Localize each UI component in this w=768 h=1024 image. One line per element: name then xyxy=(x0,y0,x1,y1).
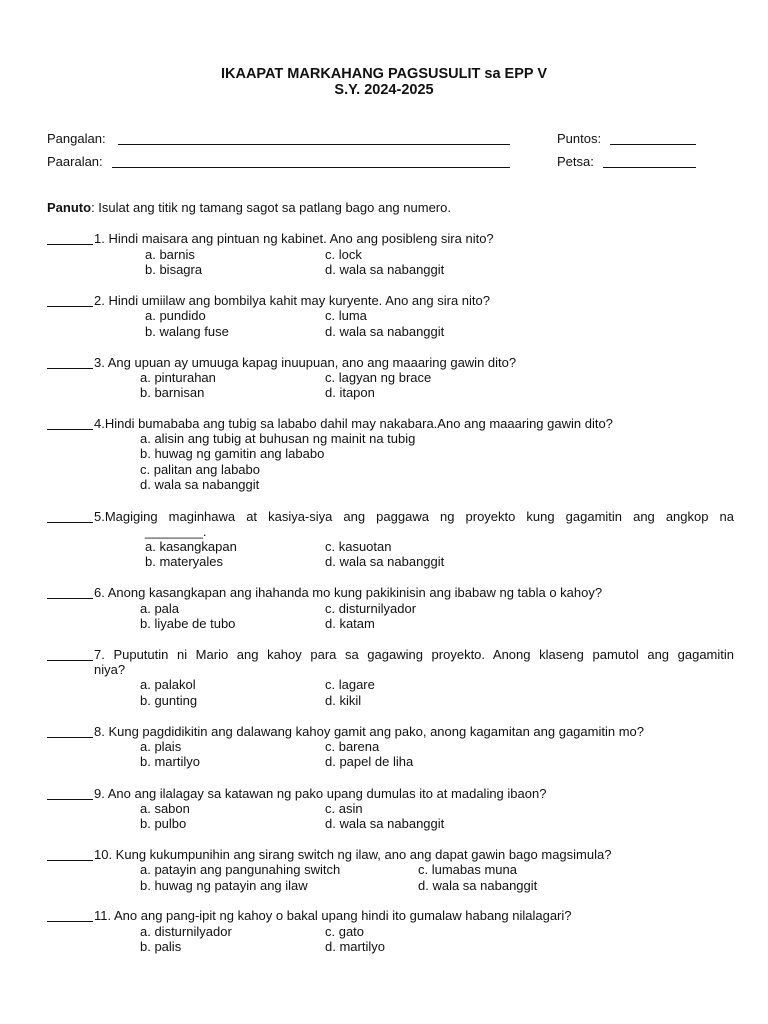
instructions-text: : Isulat ang titik ng tamang sagot sa patlang bago ang numero. xyxy=(91,200,451,215)
answer-blank-1[interactable] xyxy=(47,244,93,245)
q7-choice-d: d. kikil xyxy=(325,693,362,708)
q6-choice-c: c. disturnilyador xyxy=(325,601,417,616)
q10-choice-c: c. lumabas muna xyxy=(418,862,517,877)
q11-choice-b: b. palis xyxy=(140,939,182,954)
answer-blank-9[interactable] xyxy=(47,799,93,800)
school-year: S.Y. 2024-2025 xyxy=(334,82,434,98)
exam-title: IKAAPAT MARKAHANG PAGSUSULIT sa EPP V xyxy=(220,66,548,82)
q11-choice-c: c. gato xyxy=(325,924,365,939)
paaralan-label: Paaralan: xyxy=(47,154,103,169)
question-1: 1. Hindi maisara ang pintuan ng kabinet. Ano ang posibleng sira nito? xyxy=(94,231,494,246)
q9-choice-a: a. sabon xyxy=(140,801,190,816)
answer-blank-7[interactable] xyxy=(47,660,93,661)
q5-choice-d: d. wala sa nabanggit xyxy=(325,554,445,569)
q9-choice-b: b. pulbo xyxy=(140,816,187,831)
q2-choice-d: d. wala sa nabanggit xyxy=(325,324,445,339)
instructions xyxy=(47,200,451,215)
q11-choice-a: a. disturnilyador xyxy=(140,924,232,939)
question-3: 3. Ang upuan ay umuuga kapag inuupuan, ano ang maaaring gawin dito? xyxy=(94,355,517,370)
q9-choice-c: c. asin xyxy=(325,801,363,816)
question-6: 6. Anong kasangkapan ang ihahanda mo kung pakikinisin ang ibabaw ng tabla o kahoy? xyxy=(94,585,603,600)
q6-choice-a: a. pala xyxy=(140,601,180,616)
q6-choice-d: d. katam xyxy=(325,616,375,631)
answer-blank-5[interactable] xyxy=(47,522,93,523)
question-10: 10. Kung kukumpunihin ang sirang switch ng ilaw, ano ang dapat gawin bago magsimula? xyxy=(94,847,612,862)
q2-choice-b: b. walang fuse xyxy=(145,324,229,339)
instructions-label: Panuto xyxy=(47,200,92,215)
answer-blank-2[interactable] xyxy=(47,306,93,307)
question-7-cont: niya? xyxy=(94,662,126,677)
q6-choice-b: b. liyabe de tubo xyxy=(140,616,236,631)
question-9: 9. Ano ang ilalagay sa katawan ng pako upang dumulas ito at madaling ibaon? xyxy=(94,786,547,801)
q3-choice-c: c. lagyan ng brace xyxy=(325,370,432,385)
question-2: 2. Hindi umiilaw ang bombilya kahit may kuryente. Ano ang sira nito? xyxy=(94,293,490,308)
petsa-label: Petsa: xyxy=(557,154,594,169)
q4-choice-c: c. palitan ang lababo xyxy=(140,462,260,477)
paaralan-field[interactable] xyxy=(112,167,510,168)
q4-choice-a: a. alisin ang tubig at buhusan ng mainit na tubig xyxy=(140,431,416,446)
q2-choice-c: c. luma xyxy=(325,308,367,323)
pangalan-label: Pangalan: xyxy=(47,131,106,146)
answer-blank-3[interactable] xyxy=(47,368,93,369)
q11-choice-d: d. martilyo xyxy=(325,939,385,954)
q1-choice-d: d. wala sa nabanggit xyxy=(325,262,445,277)
q1-choice-a: a. barnis xyxy=(145,247,195,262)
q10-choice-a: a. patayin ang pangunahing switch xyxy=(140,862,341,877)
q10-choice-d: d. wala sa nabanggit xyxy=(418,878,538,893)
q2-choice-a: a. pundido xyxy=(145,308,206,323)
q8-choice-b: b. martilyo xyxy=(140,754,200,769)
q5-choice-a: a. kasangkapan xyxy=(145,539,237,554)
question-5-blank: ________. xyxy=(145,524,207,539)
q3-choice-d: d. itapon xyxy=(325,385,375,400)
q9-choice-d: d. wala sa nabanggit xyxy=(325,816,445,831)
q3-choice-a: a. pinturahan xyxy=(140,370,216,385)
answer-blank-10[interactable] xyxy=(47,860,93,861)
q4-choice-d: d. wala sa nabanggit xyxy=(140,477,260,492)
question-8: 8. Kung pagdidikitin ang dalawang kahoy gamit ang pako, anong kagamitan ang gagamitin mo? xyxy=(94,724,644,739)
answer-blank-6[interactable] xyxy=(47,598,93,599)
q5-choice-c: c. kasuotan xyxy=(325,539,392,554)
pangalan-field[interactable] xyxy=(118,144,510,145)
petsa-field[interactable] xyxy=(603,167,696,168)
answer-blank-8[interactable] xyxy=(47,737,93,738)
puntos-field[interactable] xyxy=(610,144,696,145)
q8-choice-d: d. papel de liha xyxy=(325,754,414,769)
q10-choice-b: b. huwag ng patayin ang ilaw xyxy=(140,878,308,893)
question-5: 5.Magiging maginhawa at kasiya-siya ang paggawa ng proyekto kung gagamitin ang angkop na xyxy=(94,509,734,524)
answer-blank-4[interactable] xyxy=(47,429,93,430)
q8-choice-a: a. plais xyxy=(140,739,182,754)
question-4: 4.Hindi bumababa ang tubig sa lababo dahil may nakabara.Ano ang maaaring gawin dito? xyxy=(94,416,613,431)
q7-choice-a: a. palakol xyxy=(140,677,196,692)
q8-choice-c: c. barena xyxy=(325,739,380,754)
q4-choice-b: b. huwag ng gamitin ang lababo xyxy=(140,446,325,461)
question-7: 7. Pupututin ni Mario ang kahoy para sa gagawing proyekto. Anong klaseng pamutol ang gagamitin xyxy=(94,647,734,662)
answer-blank-11[interactable] xyxy=(47,921,93,922)
q1-choice-c: c. lock xyxy=(325,247,362,262)
question-11: 11. Ano ang pang-ipit ng kahoy o bakal upang hindi ito gumalaw habang nilalagari? xyxy=(94,908,572,923)
puntos-label: Puntos: xyxy=(557,131,602,146)
q1-choice-b: b. bisagra xyxy=(145,262,203,277)
q7-choice-b: b. gunting xyxy=(140,693,198,708)
q5-choice-b: b. materyales xyxy=(145,554,224,569)
q3-choice-b: b. barnisan xyxy=(140,385,205,400)
q7-choice-c: c. lagare xyxy=(325,677,375,692)
